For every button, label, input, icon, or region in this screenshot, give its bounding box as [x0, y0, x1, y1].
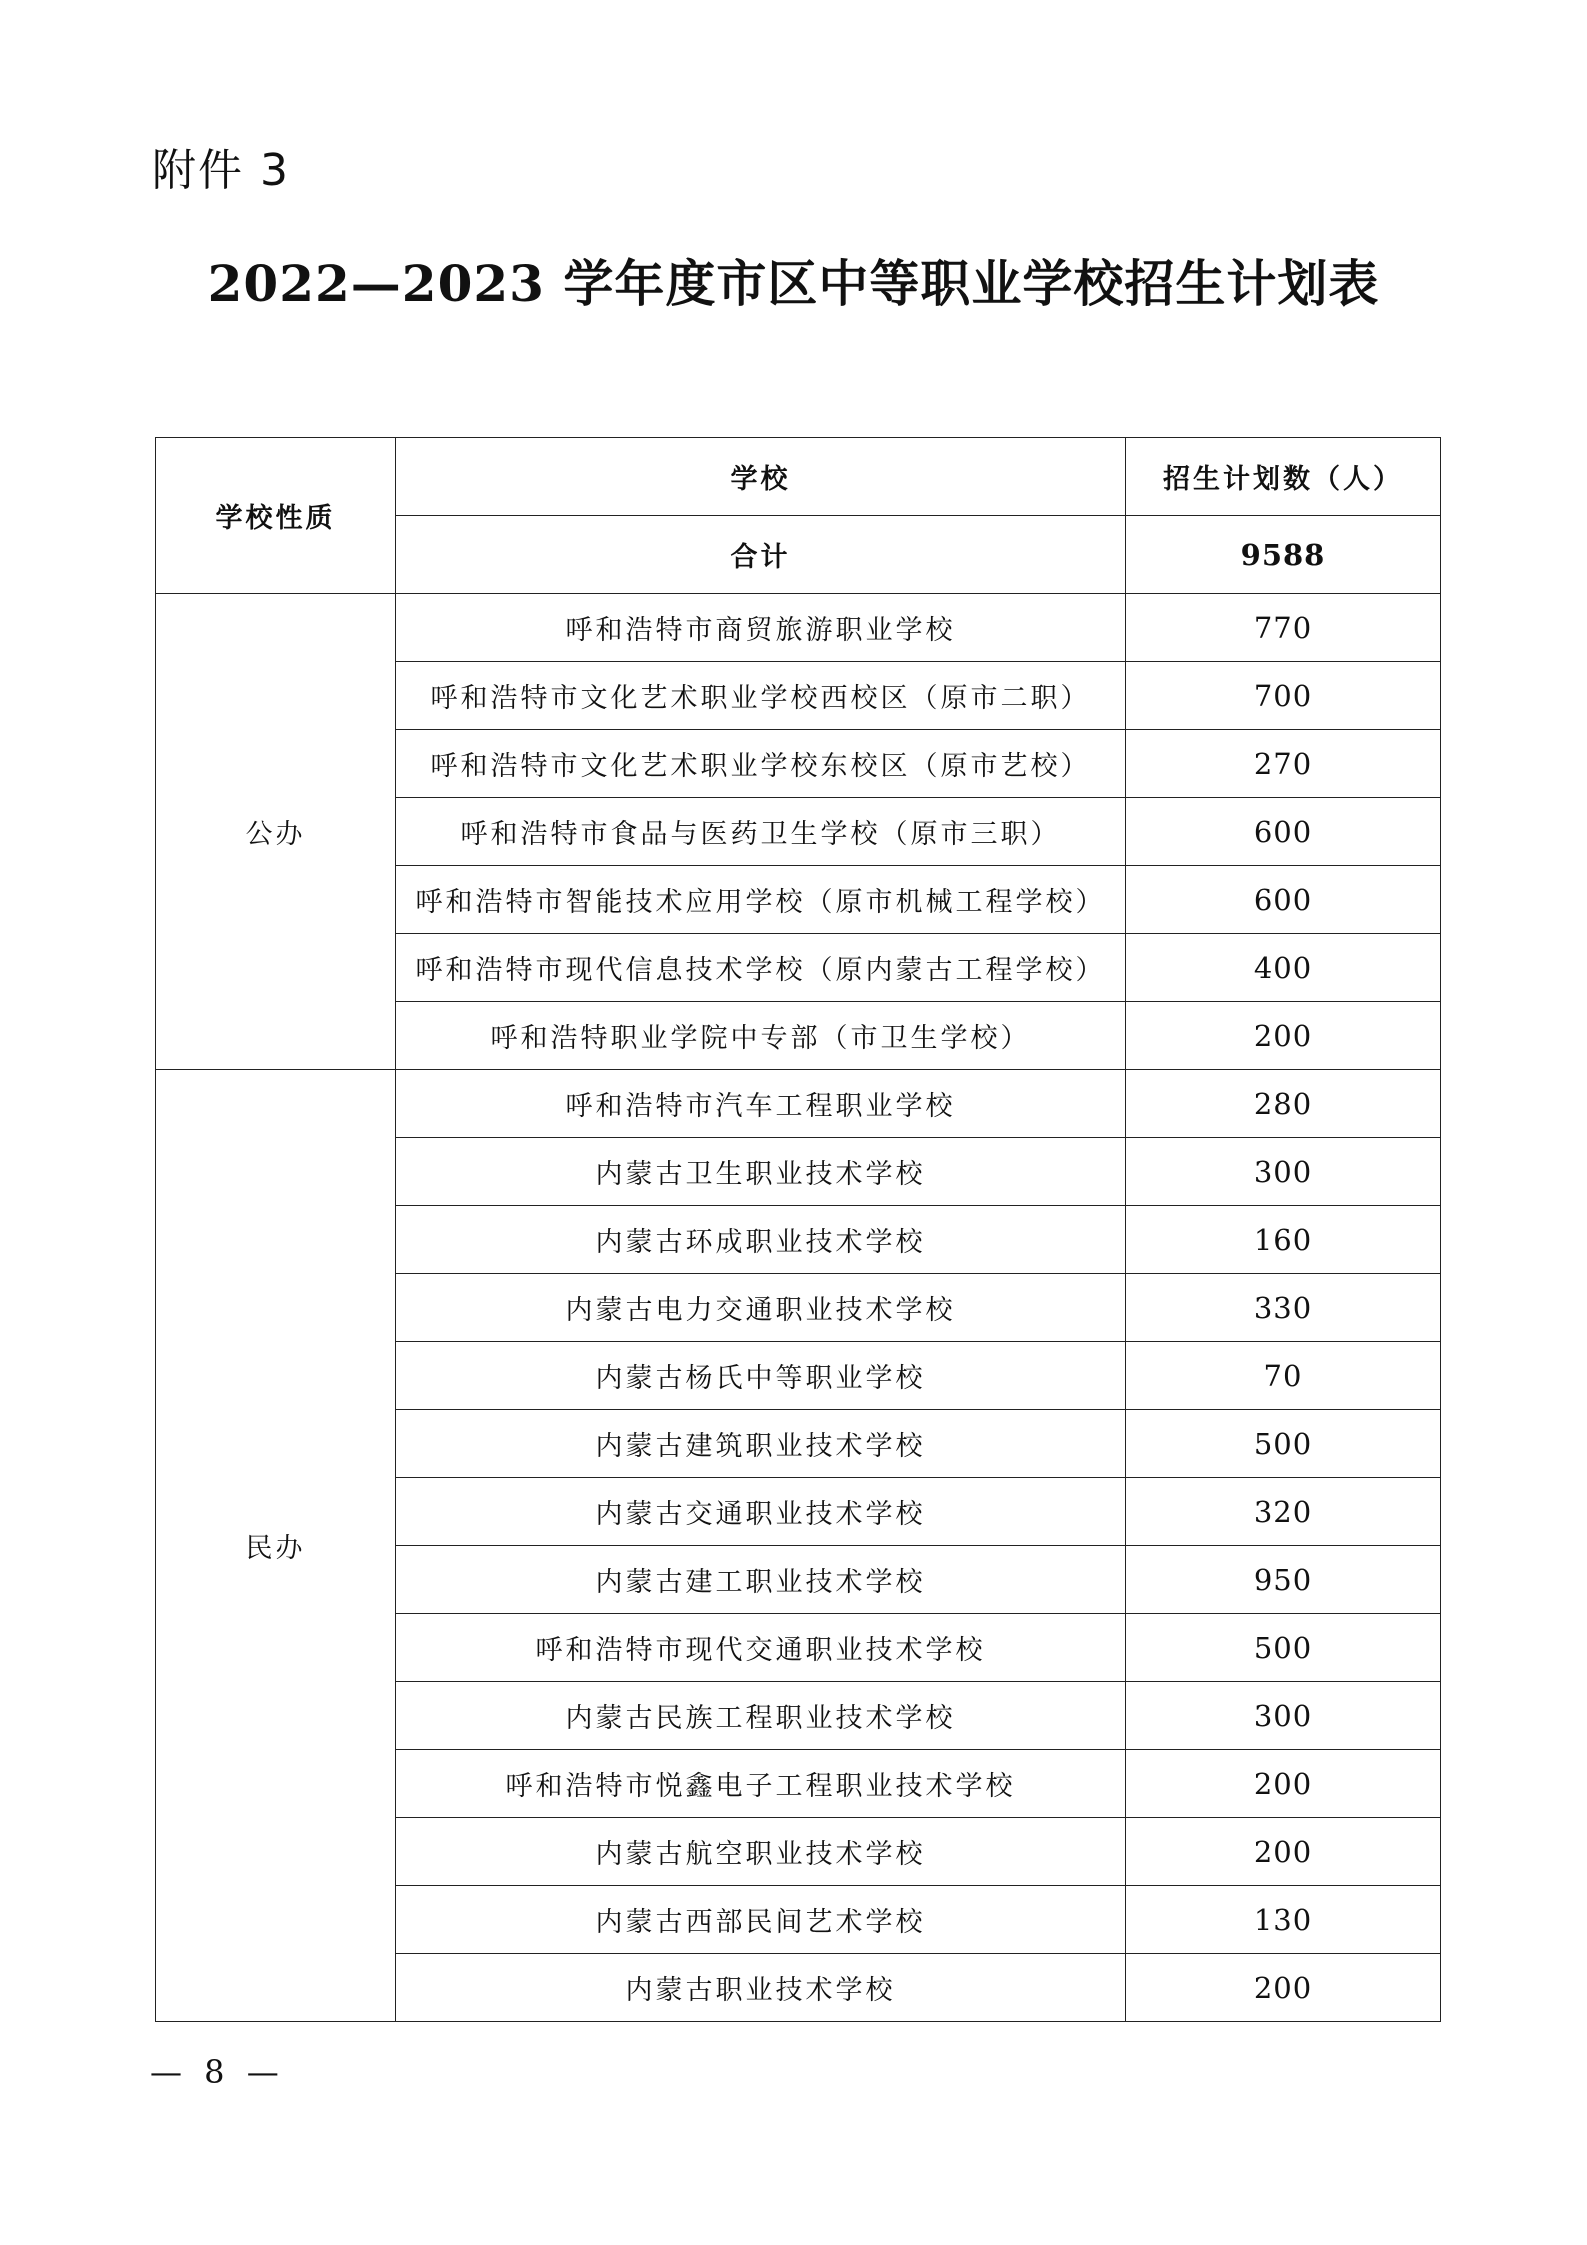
- total-label: 合计: [396, 516, 1126, 594]
- plan-count-cell: 400: [1126, 934, 1441, 1002]
- plan-count-cell: 270: [1126, 730, 1441, 798]
- school-name-cell: 内蒙古西部民间艺术学校: [396, 1886, 1126, 1954]
- plan-count-cell: 770: [1126, 594, 1441, 662]
- page-number: — 8 —: [150, 2053, 285, 2091]
- column-header-type: 学校性质: [156, 438, 396, 594]
- plan-count-cell: 200: [1126, 1818, 1441, 1886]
- total-value: 9588: [1126, 516, 1441, 594]
- school-name-cell: 呼和浩特职业学院中专部（市卫生学校）: [396, 1002, 1126, 1070]
- plan-count-cell: 600: [1126, 866, 1441, 934]
- school-name-cell: 呼和浩特市商贸旅游职业学校: [396, 594, 1126, 662]
- plan-count-cell: 320: [1126, 1478, 1441, 1546]
- school-name-cell: 内蒙古卫生职业技术学校: [396, 1138, 1126, 1206]
- plan-count-cell: 700: [1126, 662, 1441, 730]
- school-name-cell: 呼和浩特市汽车工程职业学校: [396, 1070, 1126, 1138]
- plan-count-cell: 280: [1126, 1070, 1441, 1138]
- plan-count-cell: 950: [1126, 1546, 1441, 1614]
- school-name-cell: 内蒙古杨氏中等职业学校: [396, 1342, 1126, 1410]
- school-name-cell: 内蒙古建筑职业技术学校: [396, 1410, 1126, 1478]
- plan-count-cell: 200: [1126, 1954, 1441, 2022]
- school-type-cell: 公办: [156, 594, 396, 1070]
- school-name-cell: 内蒙古环成职业技术学校: [396, 1206, 1126, 1274]
- school-name-cell: 呼和浩特市智能技术应用学校（原市机械工程学校）: [396, 866, 1126, 934]
- page-title: 2022—2023 学年度市区中等职业学校招生计划表: [207, 254, 1380, 313]
- column-header-plan: 招生计划数（人）: [1126, 438, 1441, 516]
- plan-count-cell: 600: [1126, 798, 1441, 866]
- plan-count-cell: 500: [1126, 1410, 1441, 1478]
- school-name-cell: 呼和浩特市悦鑫电子工程职业技术学校: [396, 1750, 1126, 1818]
- plan-count-cell: 70: [1126, 1342, 1441, 1410]
- table-row: [156, 1070, 1441, 1138]
- plan-count-cell: 200: [1126, 1002, 1441, 1070]
- school-name-cell: 呼和浩特市食品与医药卫生学校（原市三职）: [396, 798, 1126, 866]
- school-name-cell: 呼和浩特市现代交通职业技术学校: [396, 1614, 1126, 1682]
- plan-count-cell: 330: [1126, 1274, 1441, 1342]
- school-name-cell: 内蒙古交通职业技术学校: [396, 1478, 1126, 1546]
- column-header-school: 学校: [396, 438, 1126, 516]
- school-name-cell: 内蒙古电力交通职业技术学校: [396, 1274, 1126, 1342]
- school-name-cell: 呼和浩特市现代信息技术学校（原内蒙古工程学校）: [396, 934, 1126, 1002]
- school-name-cell: 呼和浩特市文化艺术职业学校东校区（原市艺校）: [396, 730, 1126, 798]
- school-name-cell: 呼和浩特市文化艺术职业学校西校区（原市二职）: [396, 662, 1126, 730]
- plan-count-cell: 300: [1126, 1138, 1441, 1206]
- plan-count-cell: 130: [1126, 1886, 1441, 1954]
- school-name-cell: 内蒙古民族工程职业技术学校: [396, 1682, 1126, 1750]
- table-header-row: [156, 438, 1441, 516]
- plan-count-cell: 500: [1126, 1614, 1441, 1682]
- plan-count-cell: 300: [1126, 1682, 1441, 1750]
- plan-count-cell: 160: [1126, 1206, 1441, 1274]
- school-name-cell: 内蒙古航空职业技术学校: [396, 1818, 1126, 1886]
- school-type-cell: 民办: [156, 1070, 396, 2022]
- table-row: [156, 594, 1441, 662]
- enrollment-plan-table: [155, 437, 1441, 2022]
- school-name-cell: 内蒙古建工职业技术学校: [396, 1546, 1126, 1614]
- school-name-cell: 内蒙古职业技术学校: [396, 1954, 1126, 2022]
- plan-count-cell: 200: [1126, 1750, 1441, 1818]
- attachment-label: 附件 3: [152, 145, 290, 196]
